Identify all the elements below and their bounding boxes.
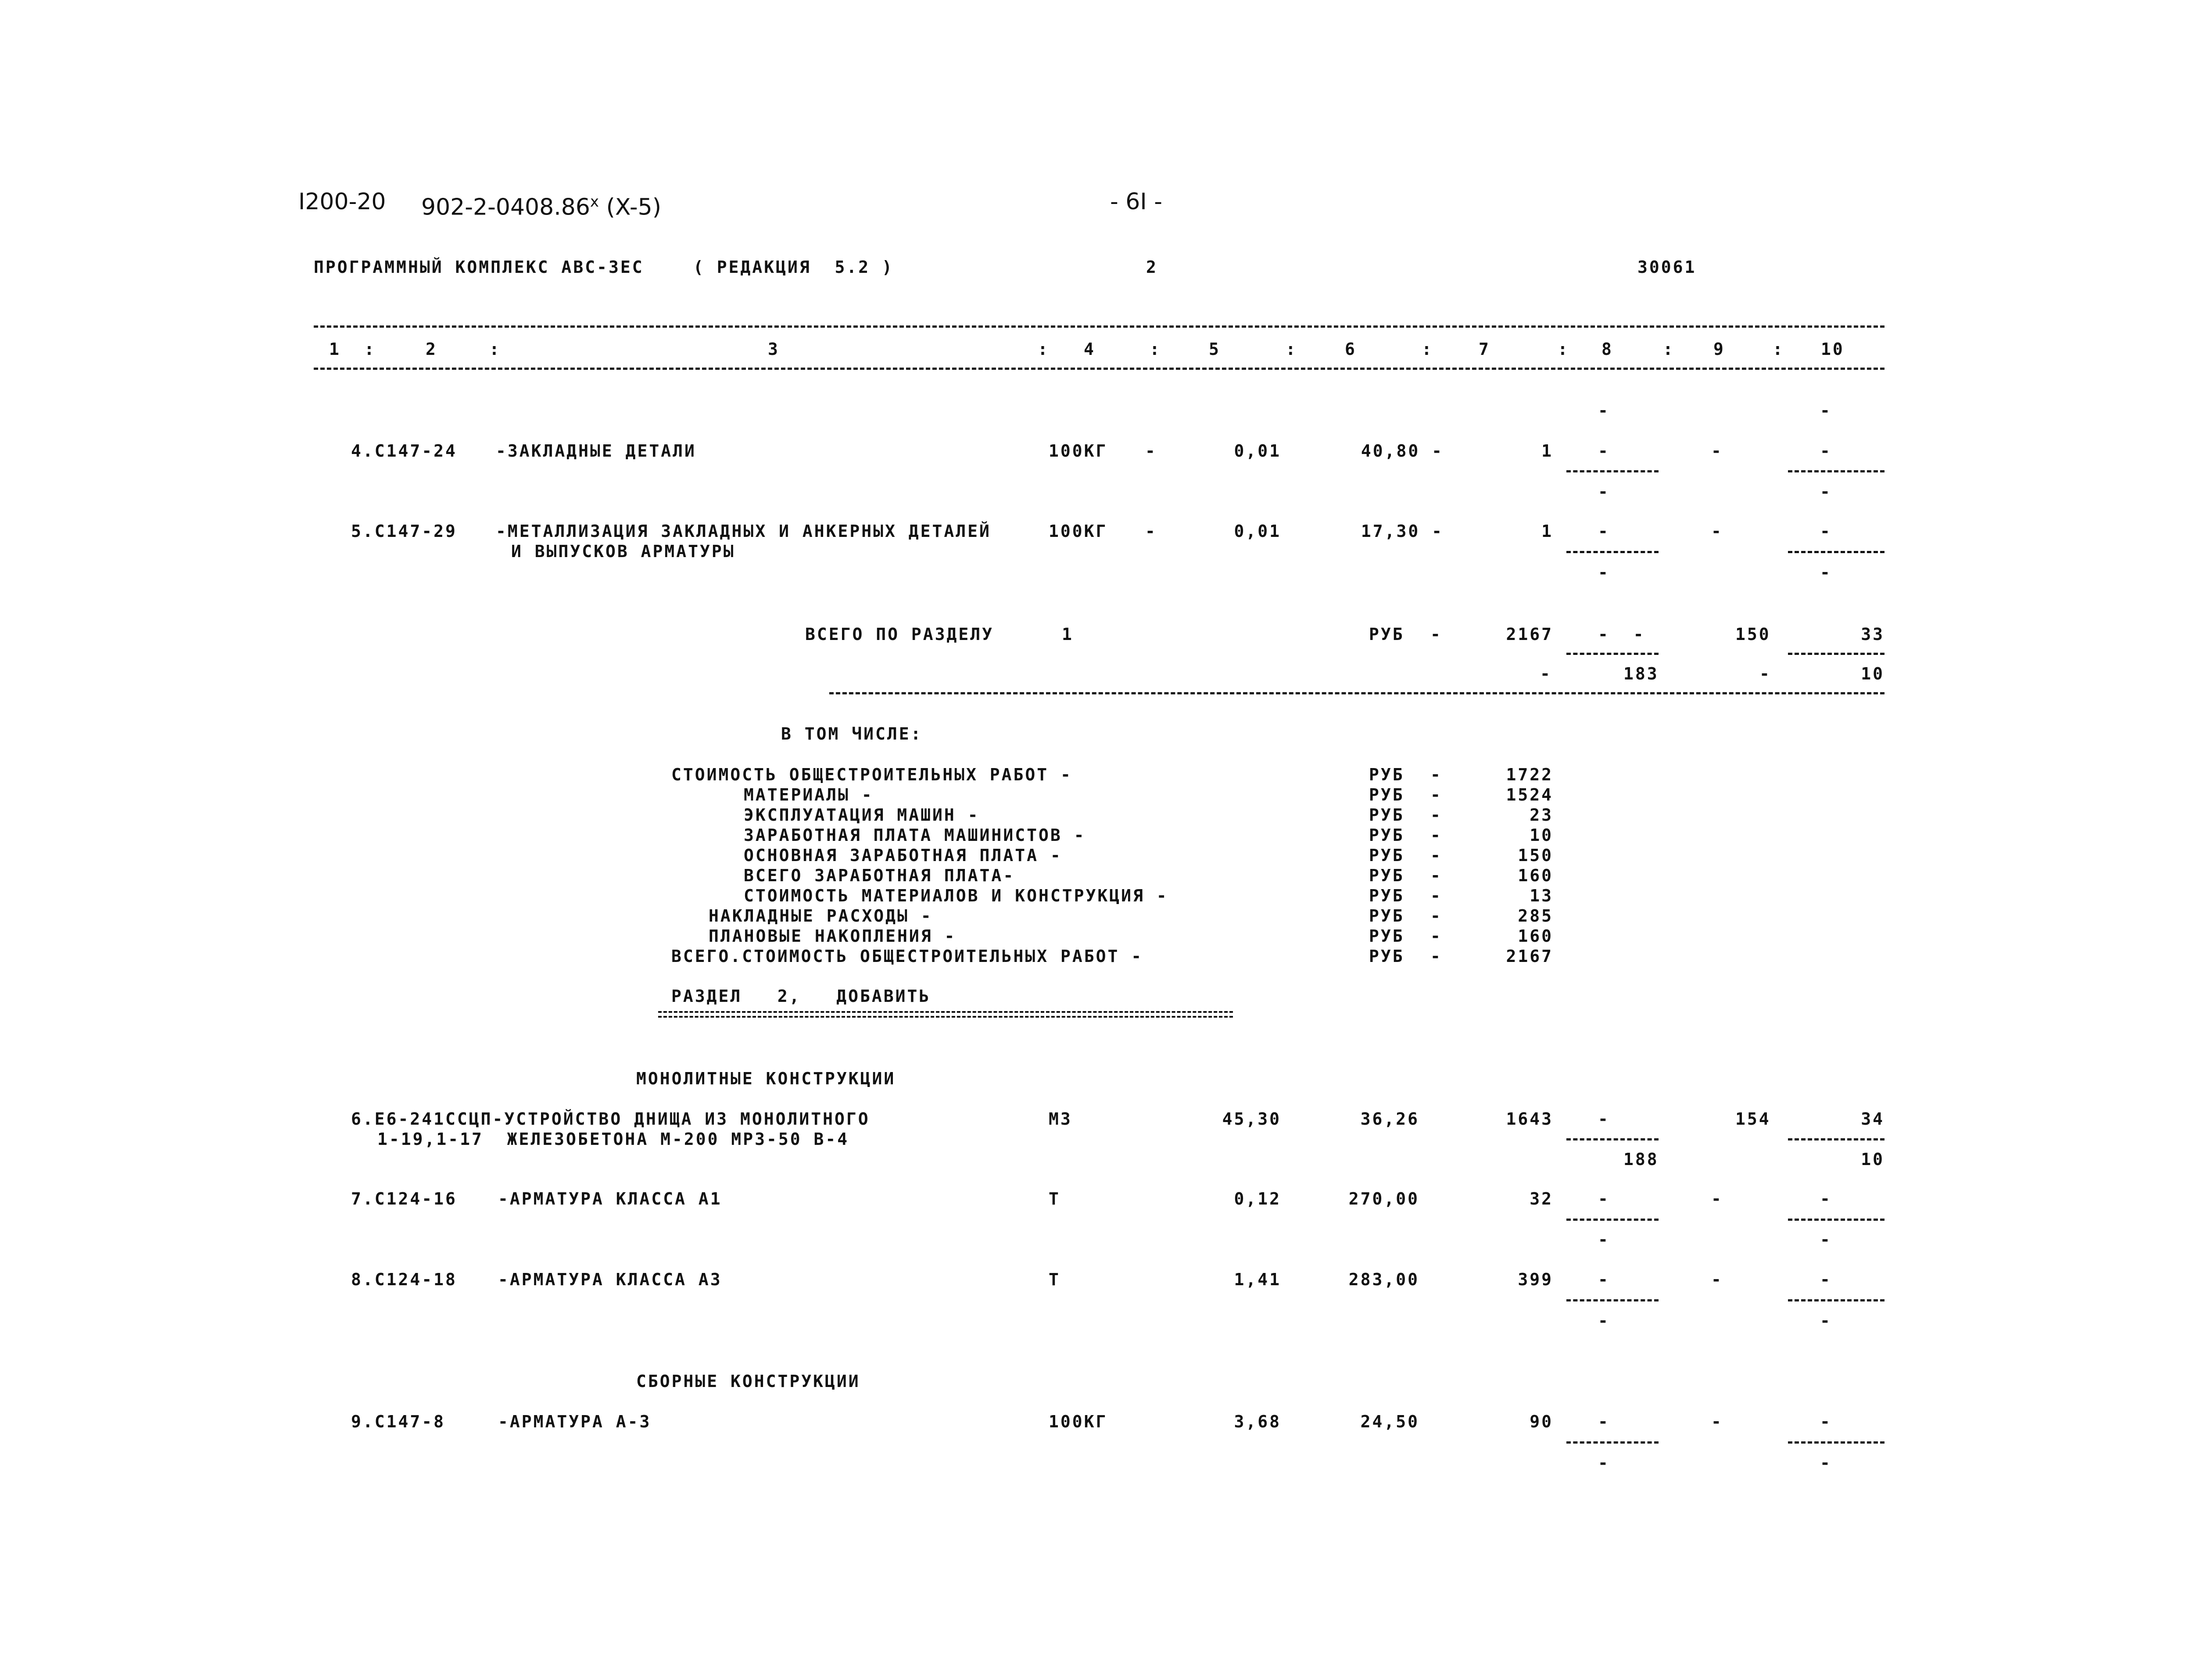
including-dash: - xyxy=(1430,846,1442,865)
including-dash: - xyxy=(1430,866,1442,885)
including-value: 13 xyxy=(1530,886,1553,905)
section-total-dash: - xyxy=(1430,625,1442,644)
r9-rule8 xyxy=(1566,1441,1659,1444)
r7-rule8 xyxy=(1566,1219,1659,1221)
section-total-row2-c10: 10 xyxy=(1861,664,1884,683)
r9-c9: - xyxy=(1711,1412,1723,1431)
r5-rule8 xyxy=(1566,551,1659,553)
project-number xyxy=(421,189,661,220)
r5-price: 17,30 - xyxy=(1361,522,1444,541)
col-sep: : xyxy=(1286,340,1297,359)
r5-col4: - xyxy=(1145,522,1157,541)
including-value: 2167 xyxy=(1506,947,1553,966)
col-5: 5 xyxy=(1209,340,1221,359)
col-10: 10 xyxy=(1821,340,1845,359)
r5-c10: - xyxy=(1820,522,1832,541)
program-title: ПРОГРАММНЫЙ КОМПЛЕКС АВС-ЗЕС xyxy=(314,257,644,277)
including-dash: - xyxy=(1430,805,1442,825)
r7-rule10 xyxy=(1788,1219,1884,1221)
r6-qty: 45,30 xyxy=(1222,1109,1281,1129)
including-dash: - xyxy=(1430,886,1442,905)
r6-code1: 6.Е6-241ССЦП-УСТРОЙСТВО ДНИЩА ИЗ МОНОЛИТНОГО xyxy=(351,1109,870,1129)
including-label: ВСЕГО.СТОИМОСТЬ ОБЩЕСТРОИТЕЛЬНЫХ РАБОТ - xyxy=(671,947,1143,966)
r5-bot8: - xyxy=(1598,563,1610,582)
r5-c9: - xyxy=(1711,522,1723,541)
r4-code: 4.С147-24 xyxy=(351,441,457,461)
including-unit: РУБ xyxy=(1369,826,1404,845)
r5-code: 5.С147-29 xyxy=(351,522,457,541)
r6-code2: 1-19,1-17 ЖЕЛЕЗОБЕТОНА М-200 МРЗ-50 В-4 xyxy=(377,1130,849,1149)
col-sep: : xyxy=(1150,340,1161,359)
r4-name: -ЗАКЛАДНЫЕ ДЕТАЛИ xyxy=(496,441,696,461)
r6-c9: 154 xyxy=(1735,1109,1771,1129)
r9-name: -АРМАТУРА А-3 xyxy=(498,1412,652,1431)
including-dash: - xyxy=(1430,906,1442,926)
section-total-row2-c8: 183 xyxy=(1623,664,1659,683)
r4-qty: 0,01 xyxy=(1234,441,1281,461)
including-unit: РУБ xyxy=(1369,765,1404,784)
r8-bot10: - xyxy=(1820,1311,1832,1330)
r6-bot8: 188 xyxy=(1623,1150,1659,1169)
section-total-value: 2167 xyxy=(1506,625,1553,644)
col-1: 1 xyxy=(329,340,341,359)
r7-bot10: - xyxy=(1820,1230,1832,1249)
section-total-label: ВСЕГО ПО РАЗДЕЛУ xyxy=(805,625,994,644)
r4-rule8 xyxy=(1566,470,1659,472)
r9-c8: - xyxy=(1598,1412,1610,1431)
r7-code: 7.С124-16 xyxy=(351,1189,457,1208)
r7-c8: - xyxy=(1598,1189,1610,1208)
col-sep: : xyxy=(1038,340,1050,359)
r6-bot10: 10 xyxy=(1861,1150,1884,1169)
r5-qty: 0,01 xyxy=(1234,522,1281,541)
including-dash: - xyxy=(1430,926,1442,946)
r9-total: 90 xyxy=(1530,1412,1553,1431)
col-sep: : xyxy=(1558,340,1569,359)
r4-top10: - xyxy=(1820,401,1832,420)
including-label: СТОИМОСТЬ МАТЕРИАЛОВ И КОНСТРУКЦИЯ - xyxy=(744,886,1168,905)
r5-unit: 100КГ xyxy=(1049,522,1108,541)
project-code: 902-2-0408.86 xyxy=(421,194,590,221)
r4-total: 1 xyxy=(1541,441,1553,461)
r6-c10: 34 xyxy=(1861,1109,1884,1129)
r4-c9: - xyxy=(1711,441,1723,461)
page-number: - 6I - xyxy=(1110,189,1163,215)
r4-bot10: - xyxy=(1820,482,1832,501)
r6-unit: МЗ xyxy=(1049,1109,1072,1129)
including-unit: РУБ xyxy=(1369,886,1404,905)
col-2: 2 xyxy=(426,340,437,359)
col-sep: : xyxy=(1773,340,1784,359)
r8-unit: Т xyxy=(1049,1270,1060,1289)
including-value: 160 xyxy=(1518,926,1553,946)
including-value: 1722 xyxy=(1506,765,1553,784)
col-sep: : xyxy=(1663,340,1675,359)
section-total-num: 1 xyxy=(1062,625,1074,644)
r4-bot8: - xyxy=(1598,482,1610,501)
r5-c8: - xyxy=(1598,522,1610,541)
section-total-row2-c9: - xyxy=(1759,664,1771,683)
including-dash: - xyxy=(1430,765,1442,784)
including-dash: - xyxy=(1430,947,1442,966)
r4-price: 40,80 - xyxy=(1361,441,1444,461)
header-bottom-rule xyxy=(314,368,1884,370)
col-sep: : xyxy=(364,340,376,359)
including-dash: - xyxy=(1430,785,1442,804)
section2-double-rule-top xyxy=(658,1011,1233,1013)
including-unit: РУБ xyxy=(1369,947,1404,966)
group-precast: СБОРНЫЕ КОНСТРУКЦИИ xyxy=(636,1372,860,1391)
r8-name: -АРМАТУРА КЛАССА АЗ xyxy=(498,1270,722,1289)
section2-title: РАЗДЕЛ 2, ДОБАВИТЬ xyxy=(671,987,931,1006)
r4-unit: 100КГ xyxy=(1049,441,1108,461)
including-value: 285 xyxy=(1518,906,1553,926)
project-superscript: x xyxy=(590,193,599,211)
r6-price: 36,26 xyxy=(1360,1109,1419,1129)
r8-c10: - xyxy=(1820,1270,1832,1289)
header-top-rule xyxy=(314,325,1884,328)
r4-c8: - xyxy=(1598,441,1610,461)
r9-qty: 3,68 xyxy=(1234,1412,1281,1431)
including-unit: РУБ xyxy=(1369,926,1404,946)
program-sheet: 2 xyxy=(1146,257,1158,277)
sheet-code: I200-20 xyxy=(298,189,386,215)
section-total-c9: 150 xyxy=(1735,625,1771,644)
including-unit: РУБ xyxy=(1369,906,1404,926)
section-total-row2-dash: - xyxy=(1540,664,1552,683)
r9-price: 24,50 xyxy=(1360,1412,1419,1431)
col-8: 8 xyxy=(1601,340,1613,359)
including-label: ПЛАНОВЫЕ НАКОПЛЕНИЯ - xyxy=(709,926,957,946)
col-sep: : xyxy=(489,340,501,359)
r5-name1: -МЕТАЛЛИЗАЦИЯ ЗАКЛАДНЫХ И АНКЕРНЫХ ДЕТАЛЕЙ xyxy=(496,522,991,541)
including-label: НАКЛАДНЫЕ РАСХОДЫ - xyxy=(709,906,933,926)
r7-c10: - xyxy=(1820,1189,1832,1208)
r5-name2: И ВЫПУСКОВ АРМАТУРЫ xyxy=(511,542,735,561)
including-label: СТОИМОСТЬ ОБЩЕСТРОИТЕЛЬНЫХ РАБОТ - xyxy=(671,765,1072,784)
r7-bot8: - xyxy=(1598,1230,1610,1249)
r8-code: 8.С124-18 xyxy=(351,1270,457,1289)
col-3: 3 xyxy=(768,340,780,359)
r5-rule10 xyxy=(1788,551,1884,553)
including-value: 150 xyxy=(1518,846,1553,865)
group-monolithic: МОНОЛИТНЫЕ КОНСТРУКЦИИ xyxy=(636,1069,896,1088)
r6-total: 1643 xyxy=(1506,1109,1553,1129)
r7-total: 32 xyxy=(1530,1189,1553,1208)
including-label: ЭКСПЛУАТАЦИЯ МАШИН - xyxy=(744,805,980,825)
section-total-c10: 33 xyxy=(1861,625,1884,644)
r5-bot10: - xyxy=(1820,563,1832,582)
r9-bot10: - xyxy=(1820,1453,1832,1473)
section-total-rule8 xyxy=(1566,653,1659,655)
r6-c8: - xyxy=(1598,1109,1610,1129)
including-label: ЗАРАБОТНАЯ ПЛАТА МАШИНИСТОВ - xyxy=(744,826,1086,845)
including-dash: - xyxy=(1430,826,1442,845)
r8-c8: - xyxy=(1598,1270,1610,1289)
including-unit: РУБ xyxy=(1369,846,1404,865)
r4-top8: - xyxy=(1598,401,1610,420)
r4-col4: - xyxy=(1145,441,1157,461)
program-edition: ( РЕДАКЦИЯ 5.2 ) xyxy=(693,257,894,277)
including-label: МАТЕРИАЛЫ - xyxy=(744,785,874,804)
including-unit: РУБ xyxy=(1369,785,1404,804)
r6-rule10 xyxy=(1788,1138,1884,1140)
r4-rule10 xyxy=(1788,470,1884,472)
r9-code: 9.С147-8 xyxy=(351,1412,446,1431)
r9-unit: 100КГ xyxy=(1049,1412,1108,1431)
project-suffix: (X-5) xyxy=(606,194,662,221)
r8-qty: 1,41 xyxy=(1234,1270,1281,1289)
r5-total: 1 xyxy=(1541,522,1553,541)
r7-price: 270,00 xyxy=(1348,1189,1419,1208)
including-value: 10 xyxy=(1530,826,1553,845)
col-9: 9 xyxy=(1713,340,1725,359)
r9-bot8: - xyxy=(1598,1453,1610,1473)
r6-rule8 xyxy=(1566,1138,1659,1140)
including-title: В ТОМ ЧИСЛЕ: xyxy=(781,724,923,743)
including-value: 23 xyxy=(1530,805,1553,825)
r8-total: 399 xyxy=(1518,1270,1553,1289)
section-total-rule10 xyxy=(1788,653,1884,655)
including-unit: РУБ xyxy=(1369,866,1404,885)
col-sep: : xyxy=(1422,340,1433,359)
col-6: 6 xyxy=(1345,340,1357,359)
r7-c9: - xyxy=(1711,1189,1723,1208)
section-total-c8: - - xyxy=(1598,625,1645,644)
section-total-rule xyxy=(829,692,1884,694)
col-7: 7 xyxy=(1479,340,1490,359)
section-total-unit: РУБ xyxy=(1369,625,1404,644)
including-unit: РУБ xyxy=(1369,805,1404,825)
r4-c10: - xyxy=(1820,441,1832,461)
including-value: 1524 xyxy=(1506,785,1553,804)
r9-rule10 xyxy=(1788,1441,1884,1444)
r8-bot8: - xyxy=(1598,1311,1610,1330)
including-label: ВСЕГО ЗАРАБОТНАЯ ПЛАТА- xyxy=(744,866,1015,885)
col-4: 4 xyxy=(1084,340,1096,359)
r7-unit: Т xyxy=(1049,1189,1060,1208)
r8-price: 283,00 xyxy=(1348,1270,1419,1289)
r8-c9: - xyxy=(1711,1270,1723,1289)
r9-c10: - xyxy=(1820,1412,1832,1431)
r7-name: -АРМАТУРА КЛАССА А1 xyxy=(498,1189,722,1208)
r8-rule10 xyxy=(1788,1299,1884,1301)
including-label: ОСНОВНАЯ ЗАРАБОТНАЯ ПЛАТА - xyxy=(744,846,1062,865)
program-code: 30061 xyxy=(1637,257,1697,277)
including-value: 160 xyxy=(1518,866,1553,885)
r7-qty: 0,12 xyxy=(1234,1189,1281,1208)
section2-double-rule-bottom xyxy=(658,1016,1233,1018)
r8-rule8 xyxy=(1566,1299,1659,1301)
